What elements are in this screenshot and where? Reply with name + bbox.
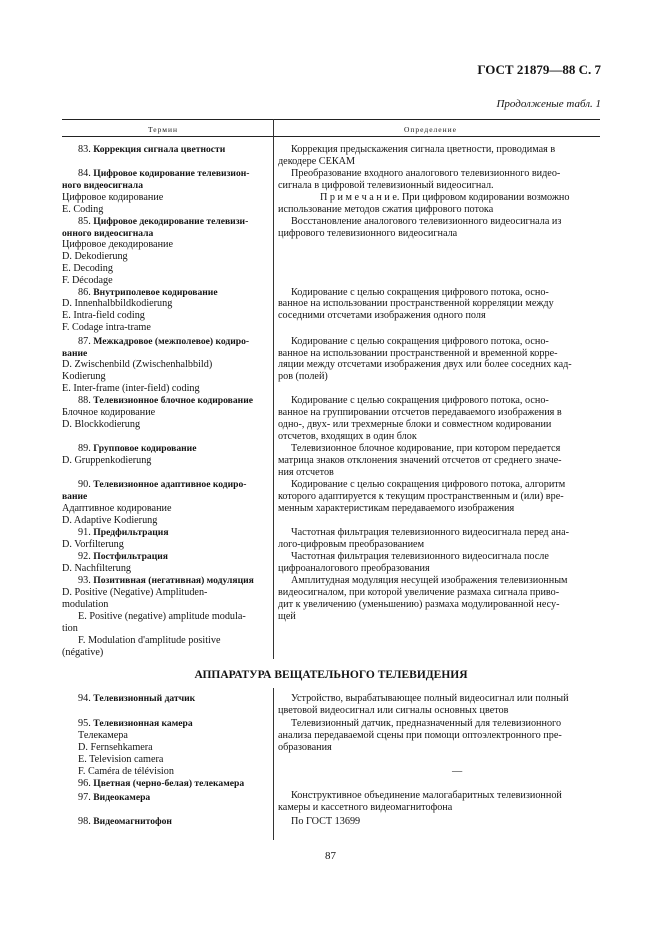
term-number: D. Dekodierung: [62, 251, 128, 262]
term-number: E. Television camera: [78, 754, 164, 765]
definition-line: ванное на использовании пространственной корреляции между: [278, 298, 554, 309]
term-line: [62, 228, 153, 239]
term-line: [62, 251, 128, 262]
definition-line: матрица знаков отклонения значений отсчетов от среднего значе-: [278, 455, 562, 466]
term-title: Телевизионное адаптивное кодиро-: [93, 479, 247, 490]
term-line: [62, 407, 155, 418]
term-line: [62, 180, 143, 191]
term-line: [62, 298, 172, 309]
definition-line: цифрового телевизионного видеосигнала: [278, 228, 458, 239]
term-line: [78, 443, 196, 454]
term-line: [62, 383, 200, 394]
definition-line: Кодирование с целью сокращения цифрового потока, осно-: [291, 395, 549, 406]
term-line: [62, 515, 157, 526]
term-title: Цветная (черно-белая) телекамера: [93, 778, 245, 789]
table-header-rule: [62, 136, 600, 137]
column-header-definition: Определение: [404, 125, 457, 134]
definition2-line: —: [452, 766, 463, 777]
definition-line: лого-цифровым преобразованием: [278, 539, 425, 550]
definition-line: ванное на группировании отсчетов передаваемого изображения в: [278, 407, 562, 418]
definition2-line: анализа передаваемой сцены при помощи оптоэлектронного пре-: [278, 730, 562, 741]
definition-line: Амплитудная модуляция несущей изображения телевизионным: [291, 575, 568, 586]
definition-line: Частотная фильтрация телевизионного видеосигнала перед ана-: [291, 527, 570, 538]
term-number: D. Gruppenkodierung: [62, 455, 152, 466]
term-number: 93.: [78, 575, 94, 586]
term-line: [78, 216, 248, 227]
term-line: [62, 263, 113, 274]
definition2-line: образования: [278, 742, 332, 753]
term-number: Блочное кодирование: [62, 407, 156, 418]
term-line: [78, 287, 218, 298]
term-line: [78, 635, 221, 646]
term-title: Внутриполевое кодирование: [93, 287, 218, 298]
term-line: [62, 623, 78, 634]
definition2-line: цветовой видеосигнал или сигналы основных цветов: [278, 705, 509, 716]
table-continuation-note: Продолженые табл. 1: [496, 98, 601, 110]
term-number: F. Caméra de télévision: [78, 766, 174, 777]
term2-line: [78, 816, 172, 827]
term-line: [62, 503, 172, 514]
term-number: F. Décodage: [62, 275, 113, 286]
term-number: E. Decoding: [62, 263, 113, 274]
term-number: D. Zwischenbild (Zwischenhalbbild): [62, 359, 213, 370]
definition2-line: По ГОСТ 13699: [291, 816, 361, 827]
term-number: 91.: [78, 527, 94, 538]
definition-line: Кодирование с целью сокращения цифрового потока, алгоритм: [291, 479, 566, 490]
term-number: D. Innenhalbbildkodierung: [62, 298, 173, 309]
definition-line: дит к увеличению (уменьшению) размаха модулированной несу-: [278, 599, 560, 610]
term-number: 96.: [78, 778, 94, 789]
definition-line: Коррекция предыскажения сигнала цветности, проводимая в: [291, 144, 556, 155]
term-title: вание: [62, 348, 88, 359]
term-title: Телевизионная камера: [93, 718, 193, 729]
definition-line: Частотная фильтрация телевизионного видеосигнала после: [291, 551, 549, 562]
definition-line: П р и м е ч а н и е. При цифровом кодировании возможно: [320, 192, 570, 203]
definition2-line: камеры и кассетного видеомагнитофона: [278, 802, 453, 813]
column-divider: [273, 119, 274, 659]
term2-line: [78, 742, 153, 753]
term-line: [62, 239, 173, 250]
term-line: [62, 310, 145, 321]
term-number: 88.: [78, 395, 94, 406]
document-header: ГОСТ 21879—88 С. 7: [477, 62, 601, 77]
definition-line: ния отсчетов: [278, 467, 334, 478]
definition-line: Восстановление аналогового телевизионного видеосигнала из: [291, 216, 562, 227]
term-number: Kodierung: [62, 371, 106, 382]
term-number: Адаптивное кодирование: [62, 503, 172, 514]
term-line: [62, 647, 103, 658]
definition-line: цифроаналогового преобразования: [278, 563, 430, 574]
term-number: Телекамера: [78, 730, 128, 741]
term-line: [78, 144, 225, 155]
term-line: [78, 575, 254, 586]
definition-line: щей: [278, 611, 296, 622]
term-number: Цифровое кодирование: [62, 192, 164, 203]
term-line: [62, 322, 151, 333]
term-title: Коррекция сигнала цветности: [93, 144, 226, 155]
definition-line: соседними отсчетами изображения одного поля: [278, 310, 486, 321]
term-line: [62, 491, 87, 502]
term-number: 84.: [78, 168, 94, 179]
term-title: Постфильтрация: [93, 551, 168, 562]
term-number: 86.: [78, 287, 94, 298]
term2-line: [78, 730, 128, 741]
term-title: Предфильтрация: [93, 527, 169, 538]
term-line: [78, 479, 247, 490]
term-number: 85.: [78, 216, 94, 227]
term-line: [62, 359, 212, 370]
definition-line: которого адаптируется к текущим пространственным и (или) вре-: [278, 491, 564, 502]
term-line: [62, 539, 124, 550]
term-title: вание: [62, 491, 88, 502]
definition-line: ляции между отсчетами изображения двух или более соседних кад-: [278, 359, 572, 370]
term-line: [78, 611, 246, 622]
definition-line: одно-, двух- или трехмерные блоки и совместном кодировании: [278, 419, 552, 430]
term-number: D. Nachfilterung: [62, 563, 132, 574]
term-number: Цифровое декодирование: [62, 239, 174, 250]
term-title: Телевизионное блочное кодирование: [93, 395, 253, 406]
term2-line: [78, 754, 163, 765]
term-line: [62, 455, 151, 466]
term-line: [78, 168, 249, 179]
term-line: [62, 599, 108, 610]
term-line: [78, 527, 169, 538]
term-number: E. Inter-frame (inter-field) coding: [62, 383, 200, 394]
definition2-line: Устройство, вырабатывающее полный видеосигнал или полный: [291, 693, 569, 704]
term-number: D. Adaptive Kodierung: [62, 515, 158, 526]
term2-line: [78, 792, 150, 803]
term-number: 95.: [78, 718, 94, 729]
term-title: Цифровое декодирование телевизи-: [93, 216, 249, 227]
term-number: D. Positive (Negative) Amplituden-: [62, 587, 208, 598]
definition-line: Кодирование с целью сокращения цифрового потока, осно-: [291, 336, 549, 347]
column-header-term: Термин: [148, 125, 179, 134]
term-title: онного видеосигнала: [62, 228, 154, 239]
definition-line: ванное на использовании пространственной и временной корре-: [278, 348, 558, 359]
term-title: Позитивная (негативная) модуляция: [93, 575, 254, 586]
term-number: 90.: [78, 479, 94, 490]
definition-line: декодере СЕКАМ: [278, 156, 356, 167]
term-number: 89.: [78, 443, 94, 454]
definition-line: использование методов сжатия цифрового потока: [278, 204, 494, 215]
page-number: 87: [325, 850, 336, 862]
term2-line: [78, 778, 244, 789]
term-number: F. Modulation d'amplitude positive: [78, 635, 221, 646]
term-number: (négative): [62, 647, 104, 658]
term-line: [78, 336, 249, 347]
definition-line: Кодирование с целью сокращения цифрового потока, осно-: [291, 287, 549, 298]
term-line: [62, 563, 131, 574]
definition-line: Преобразование входного аналогового телевизионного видео-: [291, 168, 561, 179]
term2-line: [78, 766, 174, 777]
term2-line: [78, 718, 193, 729]
definition-line: отсчетов, входящих в один блок: [278, 431, 417, 442]
term-line: [62, 204, 103, 215]
term-number: 92.: [78, 551, 94, 562]
definition-line: ров (полей): [278, 371, 328, 382]
term-number: E. Intra-field coding: [62, 310, 145, 321]
term-line: [78, 551, 168, 562]
term-number: tion: [62, 623, 78, 634]
term-title: Видеокамера: [93, 792, 151, 803]
term-line: [62, 275, 113, 286]
section-title: АППАРАТУРА ВЕЩАТЕЛЬНОГО ТЕЛЕВИДЕНИЯ: [194, 669, 468, 681]
term-line: [62, 419, 140, 430]
term-number: 98.: [78, 816, 94, 827]
definition2-line: Телевизионный датчик, предназначенный для телевизионного: [291, 718, 562, 729]
term-number: D. Vorfilterung: [62, 539, 124, 550]
definition2-line: Конструктивное объединение малогабаритных телевизионной: [291, 790, 562, 801]
definition-line: Телевизионное блочное кодирование, при котором передается: [291, 443, 561, 454]
term-number: E. Positive (negative) amplitude modula-: [78, 611, 246, 622]
term-number: E. Coding: [62, 204, 104, 215]
term-number: 94.: [78, 693, 94, 704]
term-title: Цифровое кодирование телевизион-: [93, 168, 250, 179]
term-title: ного видеосигнала: [62, 180, 143, 191]
term-title: Межкадровое (межполевое) кодиро-: [93, 336, 250, 347]
table-top-rule: [62, 119, 600, 120]
term-number: 87.: [78, 336, 94, 347]
term-title: Телевизионный датчик: [93, 693, 196, 704]
term-number: 97.: [78, 792, 94, 803]
term-number: modulation: [62, 599, 109, 610]
term-title: Видеомагнитофон: [93, 816, 172, 827]
term-line: [62, 587, 207, 598]
definition-line: видеосигналом, при которой увеличение размаха сигнала приво-: [278, 587, 560, 598]
column-divider-2: [273, 688, 274, 840]
term2-line: [78, 693, 195, 704]
definition-line: менным характеристикам передаваемого изображения: [278, 503, 515, 514]
term-line: [62, 192, 163, 203]
term-number: D. Blockkodierung: [62, 419, 141, 430]
term-number: 83.: [78, 144, 94, 155]
definition-line: сигнала в цифровой телевизионный видеосигнал.: [278, 180, 494, 191]
term-line: [62, 348, 87, 359]
term-line: [62, 371, 106, 382]
term-number: F. Codage intra-trame: [62, 322, 151, 333]
term-title: Групповое кодирование: [93, 443, 197, 454]
term-number: D. Fernsehkamera: [78, 742, 153, 753]
term-line: [78, 395, 253, 406]
